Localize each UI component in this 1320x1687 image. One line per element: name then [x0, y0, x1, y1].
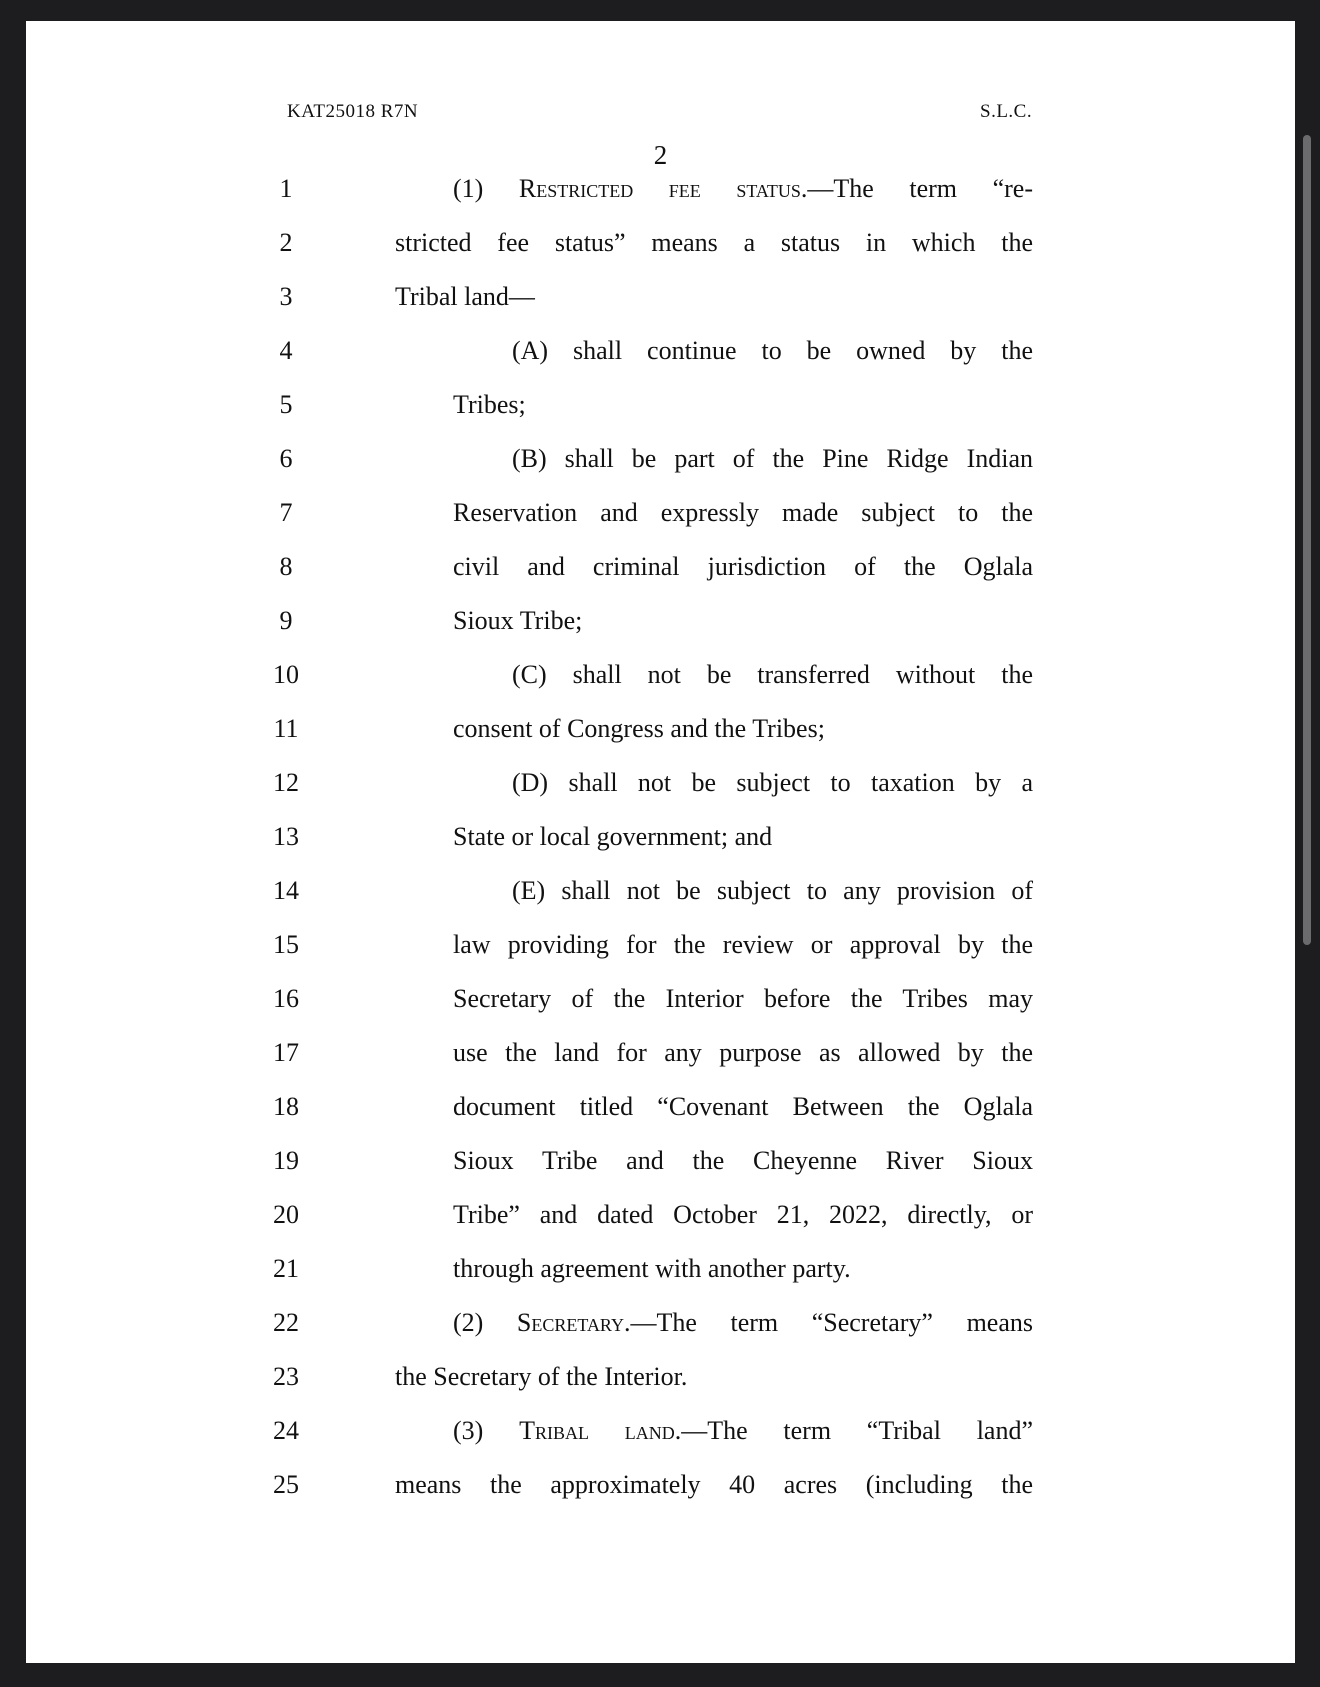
line-text: Reservation and expressly made subject to the: [453, 498, 1033, 527]
line-text: (1) Restricted fee status.—The term “re-: [453, 174, 1033, 203]
line-number: 25: [273, 1470, 299, 1499]
text-line: [26, 385, 1295, 425]
line-text: State or local government; and: [453, 822, 773, 851]
line-text: through agreement with another party.: [453, 1254, 851, 1283]
line-number: 18: [273, 1092, 299, 1121]
text-line: [26, 277, 1295, 317]
line-number: 22: [273, 1308, 299, 1337]
line-number: 4: [279, 336, 293, 365]
line-text: Sioux Tribe;: [453, 606, 583, 635]
text-line: [26, 871, 1295, 911]
text-line: [26, 169, 1295, 209]
line-number: 6: [279, 444, 293, 473]
text-line: [26, 1033, 1295, 1073]
text-line: [26, 439, 1295, 479]
line-number: 24: [273, 1416, 299, 1445]
line-number: 19: [273, 1146, 299, 1175]
text-line: [26, 601, 1295, 641]
line-number: 16: [273, 984, 299, 1013]
line-text: (B) shall be part of the Pine Ridge Indian: [512, 444, 1033, 473]
document-page: [26, 21, 1295, 1663]
line-number: 12: [273, 768, 299, 797]
text-line: [26, 763, 1295, 803]
line-text: use the land for any purpose as allowed by the: [453, 1038, 1033, 1067]
line-number: 13: [273, 822, 299, 851]
line-number: 2: [279, 228, 293, 257]
line-text: (3) Tribal land.—The term “Tribal land”: [453, 1416, 1034, 1445]
line-number: 11: [273, 714, 299, 743]
line-text: consent of Congress and the Tribes;: [453, 714, 825, 743]
line-text: (C) shall not be transferred without the: [512, 660, 1033, 689]
text-line: [26, 1411, 1295, 1451]
line-number: 3: [279, 282, 293, 311]
line-number: 8: [279, 552, 293, 581]
document-id: KAT25018 R7N: [287, 101, 419, 122]
line-text: the Secretary of the Interior.: [395, 1362, 688, 1391]
text-line: [26, 1465, 1295, 1505]
text-line: [26, 979, 1295, 1019]
line-text: Tribal land—: [395, 282, 535, 311]
text-line: [26, 547, 1295, 587]
line-text: civil and criminal jurisdiction of the Oglala: [453, 552, 1033, 581]
line-number: 9: [279, 606, 293, 635]
line-text: document titled “Covenant Between the Oglala: [453, 1092, 1033, 1121]
line-text: (D) shall not be subject to taxation by a: [512, 768, 1033, 797]
text-line: [26, 493, 1295, 533]
line-text: Tribe” and dated October 21, 2022, directly, or: [453, 1200, 1033, 1229]
line-number: 23: [273, 1362, 299, 1391]
line-number: 14: [273, 876, 299, 905]
vertical-scrollbar[interactable]: [1303, 135, 1311, 945]
slc-label: S.L.C.: [980, 101, 1033, 122]
line-text: (2) Secretary.—The term “Secretary” means: [453, 1308, 1033, 1337]
line-text: stricted fee status” means a status in which the: [395, 228, 1033, 257]
text-line: [26, 1303, 1295, 1343]
text-line: [26, 331, 1295, 371]
line-text: means the approximately 40 acres (including the: [395, 1470, 1033, 1499]
text-line: [26, 1141, 1295, 1181]
line-number: 20: [273, 1200, 299, 1229]
line-text: law providing for the review or approval by the: [453, 930, 1033, 959]
line-text: Tribes;: [453, 390, 526, 419]
line-number: 5: [279, 390, 293, 419]
text-line: [26, 655, 1295, 695]
page-number: 2: [653, 140, 668, 170]
text-line: [26, 1249, 1295, 1289]
text-line: [26, 1195, 1295, 1235]
line-number: 17: [273, 1038, 299, 1067]
line-number: 1: [279, 174, 293, 203]
line-number: 21: [273, 1254, 299, 1283]
line-text: Sioux Tribe and the Cheyenne River Sioux: [453, 1146, 1033, 1175]
text-line: [26, 1087, 1295, 1127]
text-line: [26, 1357, 1295, 1397]
line-number: 15: [273, 930, 299, 959]
line-number: 7: [279, 498, 293, 527]
line-text: Secretary of the Interior before the Tribes may: [453, 984, 1033, 1013]
line-text: (E) shall not be subject to any provision of: [512, 876, 1033, 905]
text-line: [26, 817, 1295, 857]
line-text: (A) shall continue to be owned by the: [512, 336, 1033, 365]
line-number: 10: [273, 660, 299, 689]
text-line: [26, 709, 1295, 749]
text-line: [26, 925, 1295, 965]
text-line: [26, 223, 1295, 263]
